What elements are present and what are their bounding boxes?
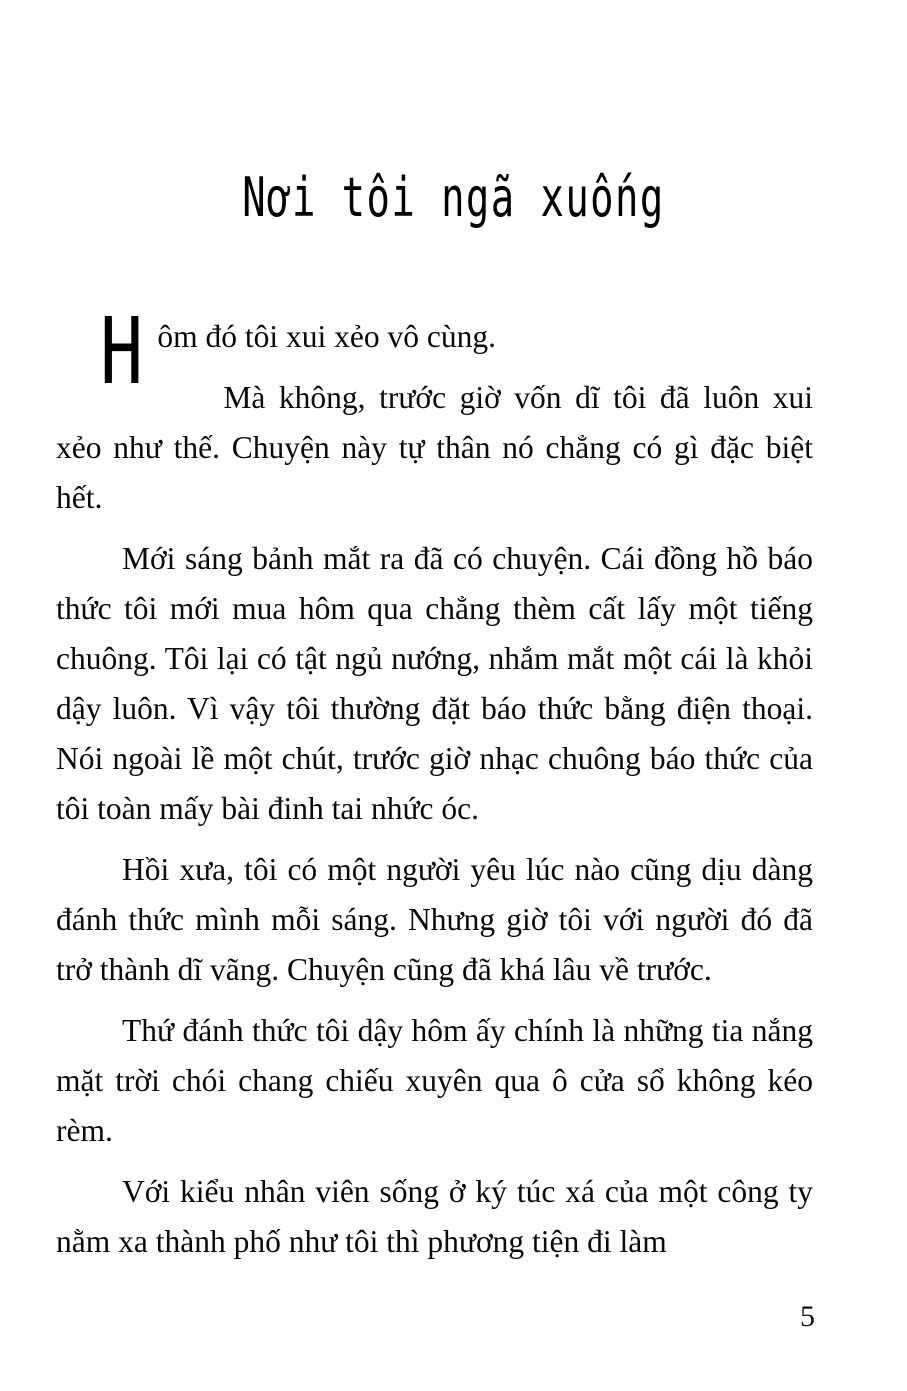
paragraph-4: Hồi xưa, tôi có một người yêu lúc nào cũng dịu dàng đánh thức mình mỗi sáng. Nhưng giờ tôi với người đó đã trở thành dĩ vãng. Chuyện cũng đã khá lâu về trước. [56,852,813,987]
paragraph-5: Thứ đánh thức tôi dậy hôm ấy chính là những tia nắng mặt trời chói chang chiếu xuyên qua ô cửa sổ không kéo rèm. [56,1013,813,1148]
page-number: 5 [800,1300,815,1333]
chapter-title: Nơi tôi ngã xuống [242,166,665,230]
body-text-column [56,298,813,1267]
paragraph-6: Với kiểu nhân viên sống ở ký túc xá của một công ty nằm xa thành phố như tôi thì phương tiện đi làm [56,1174,813,1259]
paragraph-3: Mới sáng bảnh mắt ra đã có chuyện. Cái đồng hồ báo thức tôi mới mua hôm qua chẳng thèm cất lấy một tiếng chuông. Tôi lại có tật ngủ nướng, nhắm mắt một cái là khỏi dậy luôn. Vì vậy tôi thường đặt báo thức bằng điện thoại. Nói ngoài lề một chút, trước giờ nhạc chuông báo thức của tôi toàn mấy bài đinh tai nhức óc. [56,541,813,826]
paragraph-1-text: ôm đó tôi xui xẻo vô cùng. [157,319,496,354]
drop-cap: H [100,298,144,405]
paragraph-1 [56,298,813,405]
paragraph-2: Mà không, trước giờ vốn dĩ tôi đã luôn xui xẻo như thế. Chuyện này tự thân nó chẳng có gì đặc biệt hết. [56,380,813,515]
